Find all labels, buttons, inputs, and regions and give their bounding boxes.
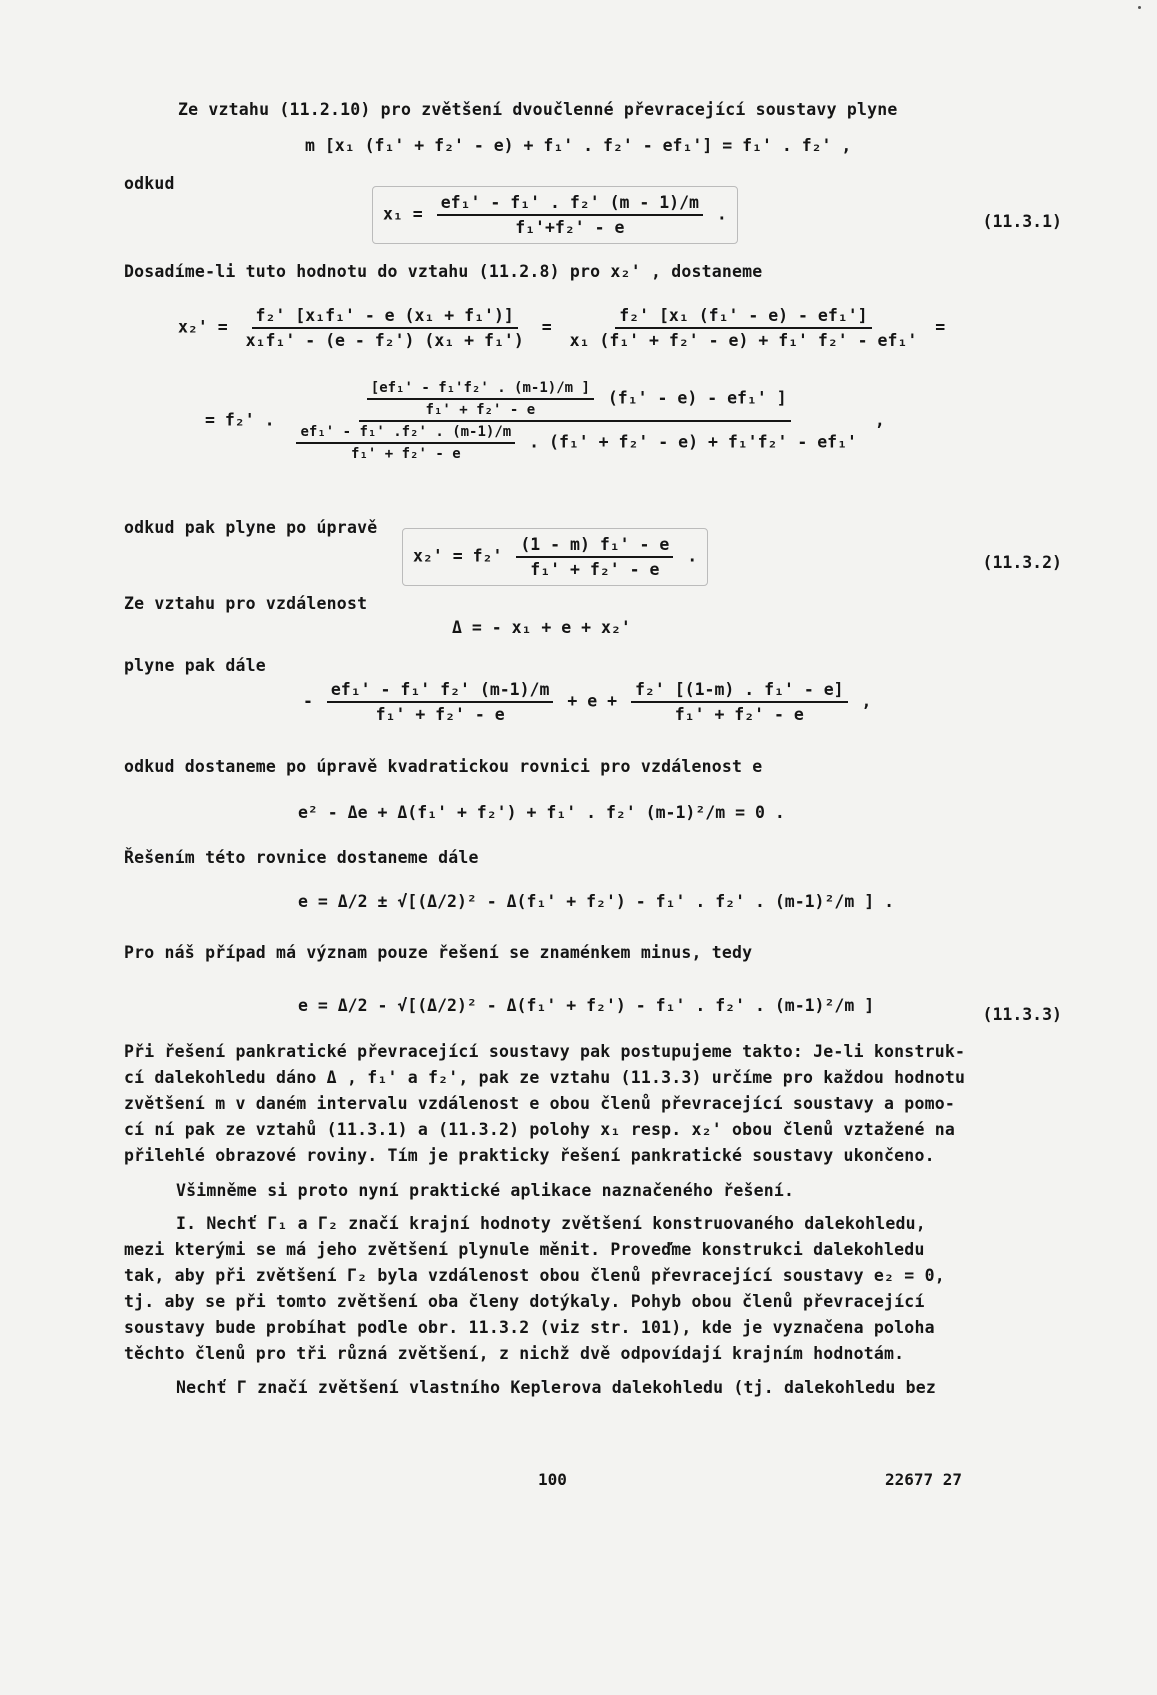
equation-delta-expanded: - $\frac{\text{ef₁' - f₁' f₂' (m-1)/m}}{\text{f₁' + f₂' - e}}$ + e + $\frac{\text{f₂' [(1-m) . f₁' - e]}}{\text{f₁' + f₂' - e}}$ , bbox=[303, 680, 872, 724]
p3-line-4: tj. aby se při tomto zvětšení oba členy dotýkaly. Pohyb obou členů převracející bbox=[124, 1292, 925, 1311]
eq-11-3-2-lhs: x₂' = f₂' bbox=[413, 546, 503, 566]
p3-line-5: soustavy bude probíhat podle obr. 11.3.2 (viz str. 101), kde je vyznačena poloha bbox=[124, 1318, 935, 1337]
p4-line: Nechť Γ značí zvětšení vlastního Keplerova dalekohledu (tj. dalekohledu bez bbox=[176, 1378, 937, 1397]
equation-magnification: m [x₁ (f₁' + f₂' - e) + f₁' . f₂' - ef₁'] = f₁' . f₂' , bbox=[305, 136, 852, 155]
intro-line: Ze vztahu (11.2.10) pro zvětšení dvoučlenné převracející soustavy plyne bbox=[178, 100, 898, 119]
eq-delta-num-2: f₂' [(1-m) . f₁' - e] bbox=[631, 680, 848, 703]
equation-x2-first: x₂' = $\frac{\text{f₂' [x₁f₁' - e (x₁ + f₁')]}}{\text{x₁f₁' - (e - f₂') (x₁ + f₁')}}$ = $\frac{\text{f₂' [x₁ (f₁' - e) - ef₁']}}{\text{x₁ (f₁' + f₂' - e) + f₁' f₂' - ef₁'}}$ = bbox=[178, 306, 946, 350]
p3-line-6: těchto členů pro tři různá zvětšení, z nichž dvě odpovídají krajním hodnotám. bbox=[124, 1344, 905, 1363]
p3-line-2: mezi kterými se má jeho zvětšení plynule měnit. Proveďme konstrukci dalekohledu bbox=[124, 1240, 925, 1259]
eq-x2-inner-num-bottom: ef₁' - f₁' .f₂' . (m-1)/m bbox=[296, 424, 515, 444]
eq-x2-fraction-1 bbox=[242, 306, 528, 350]
dosadime-line: Dosadíme-li tuto hodnotu do vztahu (11.2.8) pro x₂' , dostaneme bbox=[124, 262, 763, 281]
eq-x2-expanded-prefix: = f₂' . bbox=[205, 410, 275, 430]
eq-11-3-2-denominator: f₁' + f₂' - e bbox=[530, 560, 660, 579]
eq-x2-num-2: f₂' [x₁ (f₁' - e) - ef₁'] bbox=[615, 306, 871, 329]
eq-x2-expanded-denominator bbox=[288, 422, 860, 462]
eq-11-3-1-denominator: f₁'+f₂' - e bbox=[515, 218, 625, 237]
label-11-3-2: (11.3.2) bbox=[982, 553, 1062, 572]
eq-x2-inner-frac-bottom bbox=[296, 424, 515, 462]
equation-delta: Δ = - x₁ + e + x₂' bbox=[452, 618, 631, 637]
p2-line: Všimněme si proto nyní praktické aplikace naznačeného řešení. bbox=[176, 1181, 795, 1200]
eq-delta-fraction-1 bbox=[327, 680, 554, 724]
p1-line-2: cí dalekohledu dáno Δ , f₁' a f₂', pak ze vztahu (11.3.3) určíme pro každou hodnotu bbox=[124, 1068, 966, 1087]
eq-x2-comma: , bbox=[874, 410, 885, 430]
odkud-dostaneme-line: odkud dostaneme po úpravě kvadratickou rovnici pro vzdálenost e bbox=[124, 757, 763, 776]
p1-line-1: Při řešení pankratické převracející soustavy pak postupujeme takto: Je-li konstruk- bbox=[124, 1042, 966, 1061]
eq-x2-den-1: x₁f₁' - (e - f₂') (x₁ + f₁') bbox=[245, 331, 524, 350]
eq-x2-inner-frac-top bbox=[367, 380, 594, 418]
eq-x2-inner-den-top: f₁' + f₂' - e bbox=[425, 402, 536, 418]
equation-11-3-3: e = Δ/2 - √[(Δ/2)² - Δ(f₁' + f₂') - f₁' . f₂' . (m-1)²/m ] bbox=[298, 996, 875, 1015]
eq-x2-lhs: x₂' = bbox=[178, 317, 228, 337]
eq-delta-mid: + e + bbox=[567, 691, 618, 711]
page-number: 100 bbox=[538, 1470, 567, 1489]
p1-line-4: cí ní pak ze vztahů (11.3.1) a (11.3.2) polohy x₁ resp. x₂' obou členů vztažené na bbox=[124, 1120, 955, 1139]
eq-x2-expanded-numerator bbox=[359, 380, 791, 422]
eq-x2-fraction-2 bbox=[566, 306, 922, 350]
equation-11-3-2: x₂' = f₂' $\frac{\text{(1 - m) f₁' - e}}{\text{f₁' + f₂' - e}}$ . bbox=[402, 528, 708, 586]
eq-delta-den-2: f₁' + f₂' - e bbox=[674, 705, 804, 724]
label-11-3-3: (11.3.3) bbox=[982, 1005, 1062, 1024]
p1-line-3: zvětšení m v daném intervalu vzdálenost e obou členů převracející soustavy a pomo- bbox=[124, 1094, 955, 1113]
ze-vztahu-line: Ze vztahu pro vzdálenost bbox=[124, 594, 368, 613]
p1-line-5: přilehlé obrazové roviny. Tím je prakticky řešení pankratické soustavy ukončeno. bbox=[124, 1146, 935, 1165]
eq-x2-numerator-tail: (f₁' - e) - ef₁' ] bbox=[607, 388, 787, 408]
odkud-pak-line: odkud pak plyne po úpravě bbox=[124, 518, 378, 537]
eq-x2-expanded-fraction bbox=[288, 380, 860, 462]
odkud-label: odkud bbox=[124, 174, 175, 193]
eq-delta-num-1: ef₁' - f₁' f₂' (m-1)/m bbox=[327, 680, 554, 703]
p3-line-3: tak, aby při zvětšení Γ₂ byla vzdálenost obou členů převracející soustavy e₂ = 0, bbox=[124, 1266, 945, 1285]
equation-11-3-1: x₁ = $\frac{\text{ef₁' - f₁' . f₂' (m - 1)/m}}{\text{f₁'+f₂' - e}}$ . bbox=[372, 186, 738, 244]
pro-nas-line: Pro náš případ má význam pouze řešení se znaménkem minus, tedy bbox=[124, 943, 753, 962]
label-11-3-1: (11.3.1) bbox=[982, 212, 1062, 231]
resenim-line: Řešením této rovnice dostaneme dále bbox=[124, 848, 479, 867]
eq-11-3-2-fraction bbox=[516, 535, 673, 579]
scan-speck bbox=[1138, 6, 1141, 9]
eq-x2-den-2: x₁ (f₁' + f₂' - e) + f₁' f₂' - ef₁' bbox=[569, 331, 918, 350]
eq-x2-inner-den-bottom: f₁' + f₂' - e bbox=[351, 446, 461, 462]
eq-11-3-1-lhs: x₁ = bbox=[383, 204, 423, 224]
equation-x2-expanded bbox=[205, 380, 885, 462]
equation-e-plusminus: e = Δ/2 ± √[(Δ/2)² - Δ(f₁' + f₂') - f₁' . f₂' . (m-1)²/m ] . bbox=[298, 892, 895, 911]
equation-quadratic: e² - Δe + Δ(f₁' + f₂') + f₁' . f₂' (m-1)²/m = 0 . bbox=[298, 803, 785, 822]
p3-line-1: I. Nechť Γ₁ a Γ₂ značí krajní hodnoty zvětšení konstruovaného dalekohledu, bbox=[176, 1214, 926, 1233]
eq-11-3-1-numerator: ef₁' - f₁' . f₂' (m - 1)/m bbox=[437, 193, 703, 216]
eq-11-3-1-fraction bbox=[437, 193, 703, 237]
eq-delta-fraction-2 bbox=[631, 680, 848, 724]
eq-x2-denominator-tail: . (f₁' + f₂' - e) + f₁'f₂' - ef₁' bbox=[529, 432, 857, 452]
document-code: 22677 27 bbox=[885, 1470, 963, 1489]
eq-delta-den-1: f₁' + f₂' - e bbox=[375, 705, 505, 724]
eq-11-3-2-numerator: (1 - m) f₁' - e bbox=[516, 535, 673, 558]
eq-x2-trailing-equals: = bbox=[935, 317, 946, 337]
eq-x2-inner-num-top: [ef₁' - f₁'f₂' . (m-1)/m ] bbox=[367, 380, 594, 400]
eq-x2-num-1: f₂' [x₁f₁' - e (x₁ + f₁')] bbox=[252, 306, 518, 329]
plyne-line: plyne pak dále bbox=[124, 656, 266, 675]
